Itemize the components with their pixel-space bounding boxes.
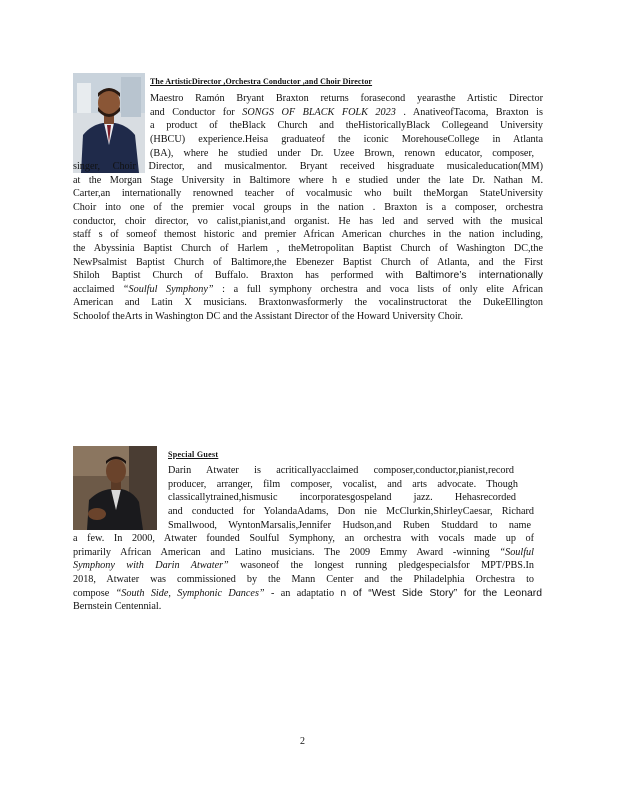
paragraph-line (168, 505, 534, 518)
paragraph-line (73, 310, 463, 323)
section-heading-special-guest: Special Guest (168, 450, 219, 459)
paragraph-line (168, 478, 518, 491)
paragraph-line (73, 228, 543, 241)
paragraph-line (168, 491, 516, 504)
text-run: Smallwood, WyntonMarsalis,Jennifer Hudson,and Ruben Studdard to name (168, 519, 531, 531)
paragraph-line (73, 283, 543, 296)
paragraph-line (73, 559, 534, 572)
text-run: Maestro Ramón Bryant Braxton returns forasecond yearasthe Artistic Director (150, 93, 543, 104)
text-run: at the Morgan Stage University in Baltimore where h e studied under the late Dr. Nathan M. (73, 174, 543, 186)
text-run: . AnativeofTacoma, Braxton is (395, 106, 543, 118)
paragraph-line (73, 546, 534, 559)
paragraph-line (73, 160, 543, 173)
paragraph-line (150, 106, 543, 119)
text-run: producer, arranger, film composer, vocalist, and arts advocate. Though (168, 478, 518, 490)
italic-title: “Soulful Symphony” (122, 283, 214, 295)
paragraph-line (168, 464, 514, 477)
text-run: staff s of someof themost historic and premier African American churches in the nation including, (73, 229, 543, 241)
paragraph-line (150, 92, 543, 105)
paragraph-line (73, 201, 543, 214)
text-run: a few. In 2000, Atwater founded Soulful Symphony, an orchestra with vocals made up of (73, 533, 534, 545)
paragraph-line (73, 587, 542, 600)
sans-text-run: Baltimore’s internationally (415, 270, 543, 282)
text-run: (BA), where he studied under Dr. Uzee Brown, renown educator, composer, (150, 147, 534, 159)
text-run: the Abyssinia Baptist Church of Harlem , theMetropolitan Baptist Church of Washington DC,the (73, 242, 543, 254)
section-heading-artistic-director: The ArtisticDirector ,Orchestra Conductor ,and Choir Director (150, 77, 373, 86)
text-run: wasoneof the longest running pledgespecialsfor MPT/PBS.In (228, 560, 535, 572)
paragraph-line (73, 174, 543, 187)
text-run: 2018, Atwater was commissioned by the Mann Center and the Philadelphia Orchestra to (73, 574, 534, 586)
text-run: and conducted for YolandaAdams, Don nie McClurkin,ShirleyCaesar, Richard (168, 505, 534, 517)
paragraph-line (73, 242, 543, 255)
paragraph-line (150, 147, 534, 160)
paragraph-line (73, 269, 543, 282)
paragraph-line (73, 573, 534, 586)
paragraph-line (73, 532, 534, 545)
text-run: Bernstein Centennial. (73, 601, 162, 613)
text-run: Carter,an internationally renowned teacher of vocalmusic who built theMorgan StateUniversity (73, 188, 543, 200)
text-run: - an adaptatio (264, 587, 341, 599)
text-run: compose (73, 587, 116, 599)
text-run: Schoolof theArts in Washington DC and the Assistant Director of the Howard University Choir. (73, 311, 464, 323)
italic-title: SONGS OF BLACK FOLK 2023 (242, 106, 396, 118)
paragraph-line (150, 119, 543, 132)
italic-title: “Soulful (499, 546, 534, 558)
italic-title: Symphony with Darin Atwater” (73, 560, 229, 572)
text-run: conductor, choir director, vo calist,pianist,and organist. He has led and served with the musical (73, 215, 543, 227)
paragraph-line (73, 187, 543, 200)
paragraph-line (150, 133, 543, 146)
paragraph-line (73, 600, 161, 613)
text-run: Shiloh Baptist Church of Buffalo. Braxton has performed with (73, 270, 416, 282)
text-run: Choir into one of the premier vocal groups in the nation . Braxton is a composer, orchestra (73, 202, 543, 214)
text-run: NewPsalmist Baptist Church of Baltimore,the Ebenezer Baptist Church of Atlanta, and the First (73, 256, 543, 268)
page-number: 2 (300, 736, 305, 747)
text-run: acclaimed (73, 283, 123, 295)
text-run: and Conductor for (150, 106, 243, 118)
text-run: primarily African American and Latino musicians. The 2009 Emmy Award -winning (73, 546, 500, 558)
sans-text-run: n of “West Side Story” for the Leonard (340, 587, 542, 599)
paragraph-line (168, 519, 531, 532)
text-run: singer, Choir Director, and musicalmentor. Bryant received hisgraduate musicaleducation(MM) (73, 161, 543, 173)
paragraph-line (73, 215, 543, 228)
atwater-portrait (73, 446, 157, 530)
text-run: a product of theBlack Church and theHistoricallyBlack Collegeand University (150, 120, 543, 132)
text-run: Darin Atwater is acriticallyacclaimed composer,conductor,pianist,record (168, 465, 514, 476)
braxton-portrait (73, 73, 145, 173)
paragraph-line (73, 296, 543, 309)
text-run: American and Latin X musicians. Braxtonwasformerly the vocalinstructorat the DukeEllington (73, 297, 543, 309)
text-run: : a full symphony orchestra and voca lists of only elite African (213, 283, 543, 295)
text-run: (HBCU) experience.Heisa graduateof the iconic MorehouseCollege in Atlanta (150, 133, 543, 145)
paragraph-line (73, 256, 543, 269)
text-run: classicallytrained,hismusic incorporatesgospeland jazz. Hehasrecorded (168, 492, 516, 504)
italic-title: “South Side, Symphonic Dances” (115, 587, 265, 599)
